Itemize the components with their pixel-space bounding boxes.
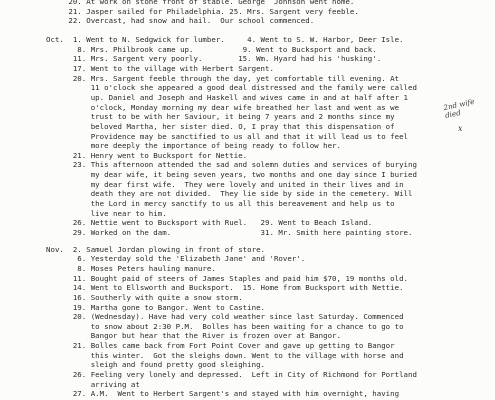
diary-line: 20. (Wednesday). Have had very cold weather since last Saturday. Commenced bbox=[46, 312, 404, 322]
diary-line: 23. This afternoon attended the sad and solemn duties and services of burying bbox=[46, 160, 417, 170]
diary-line: 8. Mrs. Philbrook came up. 9. Went to Bucksport and back. bbox=[46, 44, 377, 54]
diary-line: 22. Overcast, had snow and hail. Our school commenced. bbox=[46, 16, 315, 26]
diary-line: 11 o'clock she appeared a good deal distressed and the family were called bbox=[46, 83, 417, 93]
diary-line: trust to be with her Saviour, it being 7 years and 2 months since my bbox=[46, 112, 395, 122]
diary-line: arriving at bbox=[46, 379, 140, 389]
diary-line: 26. Nettie went to Bucksport with Ruel. 29. Went to Beach Island. bbox=[46, 218, 373, 228]
margin-note: 2nd wife died bbox=[442, 96, 476, 120]
diary-line: sleigh and found pretty good sleighing. bbox=[46, 360, 266, 370]
diary-line: 14. Went to Ellsworth and Bucksport. 15. Home from Bucksport with Nettie. bbox=[46, 283, 404, 293]
diary-line: Nov. 2. Samuel Jordan plowing in front of store. bbox=[46, 244, 266, 254]
diary-line: this winter. Got the sleighs down. Went to the village with horse and bbox=[46, 350, 404, 360]
diary-line: 6. Yesterday sold the 'Elizabeth Jane' and 'Rover'. bbox=[46, 254, 306, 264]
diary-line: live near to him. bbox=[46, 208, 167, 218]
diary-line: o'clock, Monday morning my dear wife breathed her last and went as we bbox=[46, 102, 400, 112]
diary-line: 16. Southerly with quite a snow storm. bbox=[46, 292, 243, 302]
diary-line: 21. Jasper sailed for Philadelphia. 25. Mrs. Sargent very feeble. bbox=[46, 6, 359, 16]
diary-line: beloved Martha, her sister died. O, I pray that this dispensation of bbox=[46, 121, 395, 131]
diary-line: 20. Mrs. Sargent feeble through the day, yet comfortable till evening. At bbox=[46, 73, 400, 83]
diary-line: Bangor but hear that the River is frozen over at Bangor. bbox=[46, 331, 341, 341]
diary-line: 21. Bolles came back from Fort Point Cover and gave up getting to Bangor bbox=[46, 341, 395, 351]
diary-line: to snow about 2:30 P.M. Bolles has been waiting for a chance to go to bbox=[46, 321, 404, 331]
diary-line: 8. Moses Peters hauling manure. bbox=[46, 263, 216, 273]
diary-line: the Lord in mercy sanctify to us all this bereavement and help us to bbox=[46, 199, 395, 208]
diary-line: 20. At work on stone front of stable. George Johnson went home. bbox=[46, 0, 355, 6]
diary-line: 27. A.M. Went to Herbert Sargent's and stayed with him overnight, having bbox=[46, 389, 400, 399]
diary-line: 26. Feeling very lonely and depressed. Left in City of Richmond for Portland bbox=[46, 370, 417, 379]
diary-line: up. Daniel and Joseph and Haskell and wives came in and at half after 1 bbox=[46, 92, 409, 102]
diary-line: 11. Bought paid of steers of James Staples and paid him $70, 19 months old. bbox=[46, 273, 409, 283]
diary-line: 17. Went to the village with Herbert Sargent. bbox=[46, 63, 274, 73]
diary-line: Oct. 1. Went to N. Sedgwick for lumber. 4. Went to S. W. Harbor, Deer Isle. bbox=[46, 35, 404, 44]
diary-line: more deeply the importance of being ready to follow her. bbox=[46, 141, 341, 151]
diary-line: my dear wife, it being seven years, two months and one day since I buried bbox=[46, 170, 417, 180]
margin-mark: x bbox=[458, 124, 463, 133]
diary-line: 11. Mrs. Sargent very poorly. 15. Wm. Hyard had his 'husking'. bbox=[46, 54, 382, 64]
diary-line: my dear first wife. They were lovely and united in their lives and in bbox=[46, 179, 404, 189]
diary-line: death they are not divided. They lie side by side in the cemetery. Will bbox=[46, 189, 413, 199]
diary-line: 19. Martha gone to Bangor. Went to Castine. bbox=[46, 302, 266, 312]
diary-line: 21. Henry went to Bucksport for Nettie. bbox=[46, 150, 248, 160]
diary-line: Providence may be sanctified to us all and that it will lead us to feel bbox=[46, 131, 409, 141]
diary-line: 29. Worked on the dam. 31. Mr. Smith here painting store. bbox=[46, 228, 413, 237]
